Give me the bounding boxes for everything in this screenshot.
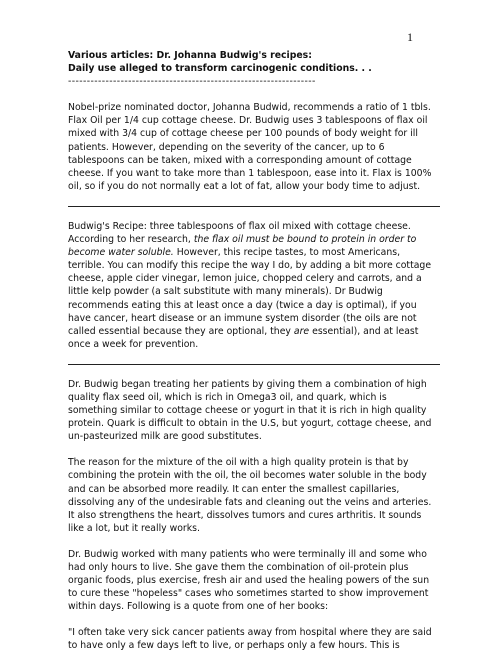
document-body xyxy=(68,49,434,653)
paragraph-treatment: Dr. Budwig began treating her patients by giving them a combination of high quality flax seed oil, which is rich in Omega3 oil, and quark, which is something similar to cottage cheese or yogurt in that it is rich in high quality protein. Quark is difficult to obtain in the U.S, but yogurt, cottage cheese, and un-pasteurized milk are good substitutes. xyxy=(68,378,432,443)
recipe-emphasis-2: are xyxy=(293,325,310,337)
paragraph-reason: The reason for the mixture of the oil with a high quality protein is that by combining the protein with the oil, the oil becomes water soluble in the body and can be absorbed more readily. It can enter the smallest capillaries, dissolving any of the undesirable fats and cleaning out the veins and arteries. It also strengthens the heart, dissolves tumors and cures arthritis. It sounds like a lot, but it really works. xyxy=(68,457,432,534)
recipe-text-1: Budwig's Recipe: three tablespoons of flax oil mixed with cottage cheese. According to her research, xyxy=(68,220,411,246)
paragraph-recipe xyxy=(68,220,434,351)
article-heading-line-2: Daily use alleged to transform carcinogenic conditions. . . xyxy=(68,63,372,75)
paragraph-patients: Dr. Budwig worked with many patients who were terminally ill and some who had only hours to live. She gave them the combination of oil-protein plus organic foods, plus exercise, fresh air and used the healing powers of the sun to cure these "hopeless" cases who sometimes started to show improvement within days. Following is a quote from one of her books: xyxy=(68,548,430,613)
recipe-emphasis-1: the flax oil must be bound to protein in order to become water soluble. xyxy=(68,234,417,259)
paragraph-ratio: Nobel-prize nominated doctor, Johanna Budwid, recommends a ratio of 1 tbls. Flax Oil per 1/4 cup cottage cheese. Dr. Budwig uses 3 tablespoons of flax oil mixed with 3/4 cup of cottage cheese per 100 pounds of body weight for ill patients. However, depending on the severity of the cancer, up to 6 tablespoons can be taken, mixed with a corresponding amount of cottage cheese. If you want to take more than 1 tablespoon, ease into it. Flax is 100% oil, so if you do not normally eat a lot of fat, allow your body time to adjust. xyxy=(68,102,432,192)
recipe-text-3: essential), and at least once a week for prevention. xyxy=(68,325,419,350)
recipe-text-2: However, this recipe tastes, to most Americans, terrible. You can modify this recipe the way I do, by adding a bit more cottage cheese, apple cider vinegar, lemon juice, chopped celery and carrots, and a little kelp powder (a salt substitute with many minerals). Dr Budwig recommends eating this at least once a day (twice a day is optimal), if you have cancer, heart disease or an immune system disorder (the oils are not called essential because they are optional, they xyxy=(68,247,432,337)
dashed-separator: ------------------------------------------------------------------ xyxy=(68,76,316,88)
article-heading-line-1: Various articles: Dr. Johanna Budwig's recipes: xyxy=(68,50,312,61)
page-number: 1 xyxy=(407,30,413,44)
paragraph-quote: "I often take very sick cancer patients away from hospital where they are said to have only a few days left to live, or perhaps only a few hours. This is xyxy=(68,627,432,652)
